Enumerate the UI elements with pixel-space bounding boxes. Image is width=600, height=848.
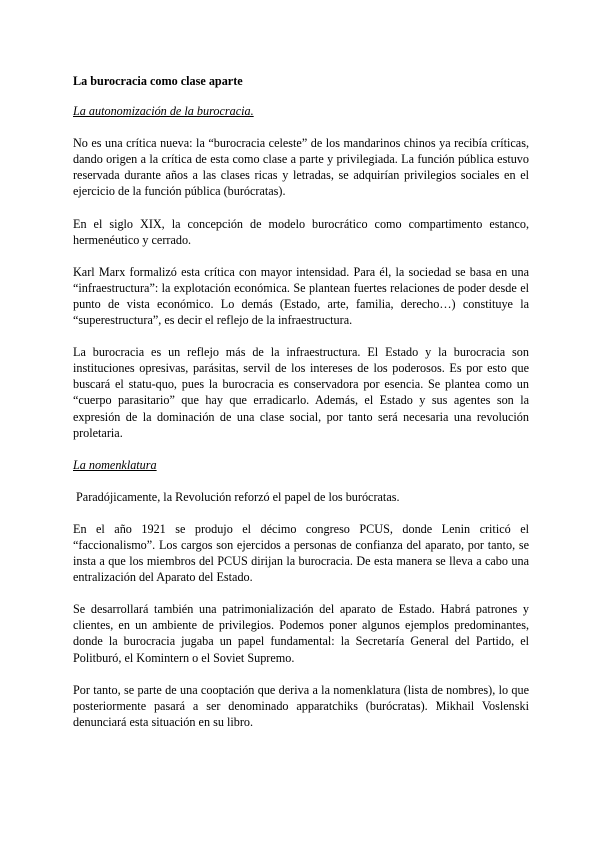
document-page (73, 73, 529, 746)
paragraph: En el siglo XIX, la concepción de modelo burocrático como compartimento estanco, hermenéutico y cerrado. (73, 216, 529, 247)
paragraph: En el año 1921 se produjo el décimo congreso PCUS, donde Lenin criticó el “faccionalismo”. Los cargos son ejercidos a personas de confianza del aparato, por tanto, se insta a que los miembros del PCUS dirijan la burocracia. De esta manera se lleva a cabo una entralización del Aparato del Estado. (73, 521, 529, 585)
paragraph: La burocracia es un reflejo más de la infraestructura. El Estado y la burocracia son instituciones opresivas, parásitas, servil de los intereses de los poderosos. Es por esto que buscará el statu-quo, pues la burocracia es conservadora por esencia. Se plantea como un “cuerpo parasitario” que hay que erradicarlo. Además, el Estado y sus agentes son la expresión de la dominación de una clase social, por tanto será necesaria una revolución proletaria. (73, 345, 529, 440)
paragraph: Se desarrollará también una patrimonialización del aparato de Estado. Habrá patrones y clientes, en un ambiente de privilegios. Podemos poner algunos ejemplos predominantes, donde la burocracia jugaba un papel fundamental: la Secretaría General del Partido, el Politburó, el Komintern o el Soviet Supremo. (73, 602, 529, 665)
paragraph: Por tanto, se parte de una cooptación que deriva a la nomenklatura (lista de nombres), lo que posteriormente pasará a ser denominado apparatchiks (burócratas). Mikhail Voslenski denunciará esta situación en su libro. (73, 682, 529, 729)
document-title: La burocracia como clase aparte (73, 74, 243, 88)
paragraph: Karl Marx formalizó esta crítica con mayor intensidad. Para él, la sociedad se basa en una “infraestructura”: la explotación económica. Se plantean fuertes relaciones de poder desde el punto de vista económico. Lo demás (Estado, arte, familia, derecho…) constituye la “superestructura”, es decir el reflejo de la infraestructura. (73, 264, 529, 328)
section-heading-nomenklatura: La nomenklatura (73, 457, 157, 472)
paragraph: No es una crítica nueva: la “burocracia celeste” de los mandarinos chinos ya recibía críticas, dando origen a la crítica de esta como clase a parte y privilegiada. La función pública estuvo reservada durante años a las clases ricas y letradas, se adquirían privilegios sociales en el ejercicio de la función pública (burócratas). (73, 136, 529, 199)
section-heading-autonomizacion: La autonomización de la burocracia. (73, 104, 254, 119)
paragraph: Paradójicamente, la Revolución reforzó el papel de los burócratas. (76, 489, 400, 504)
